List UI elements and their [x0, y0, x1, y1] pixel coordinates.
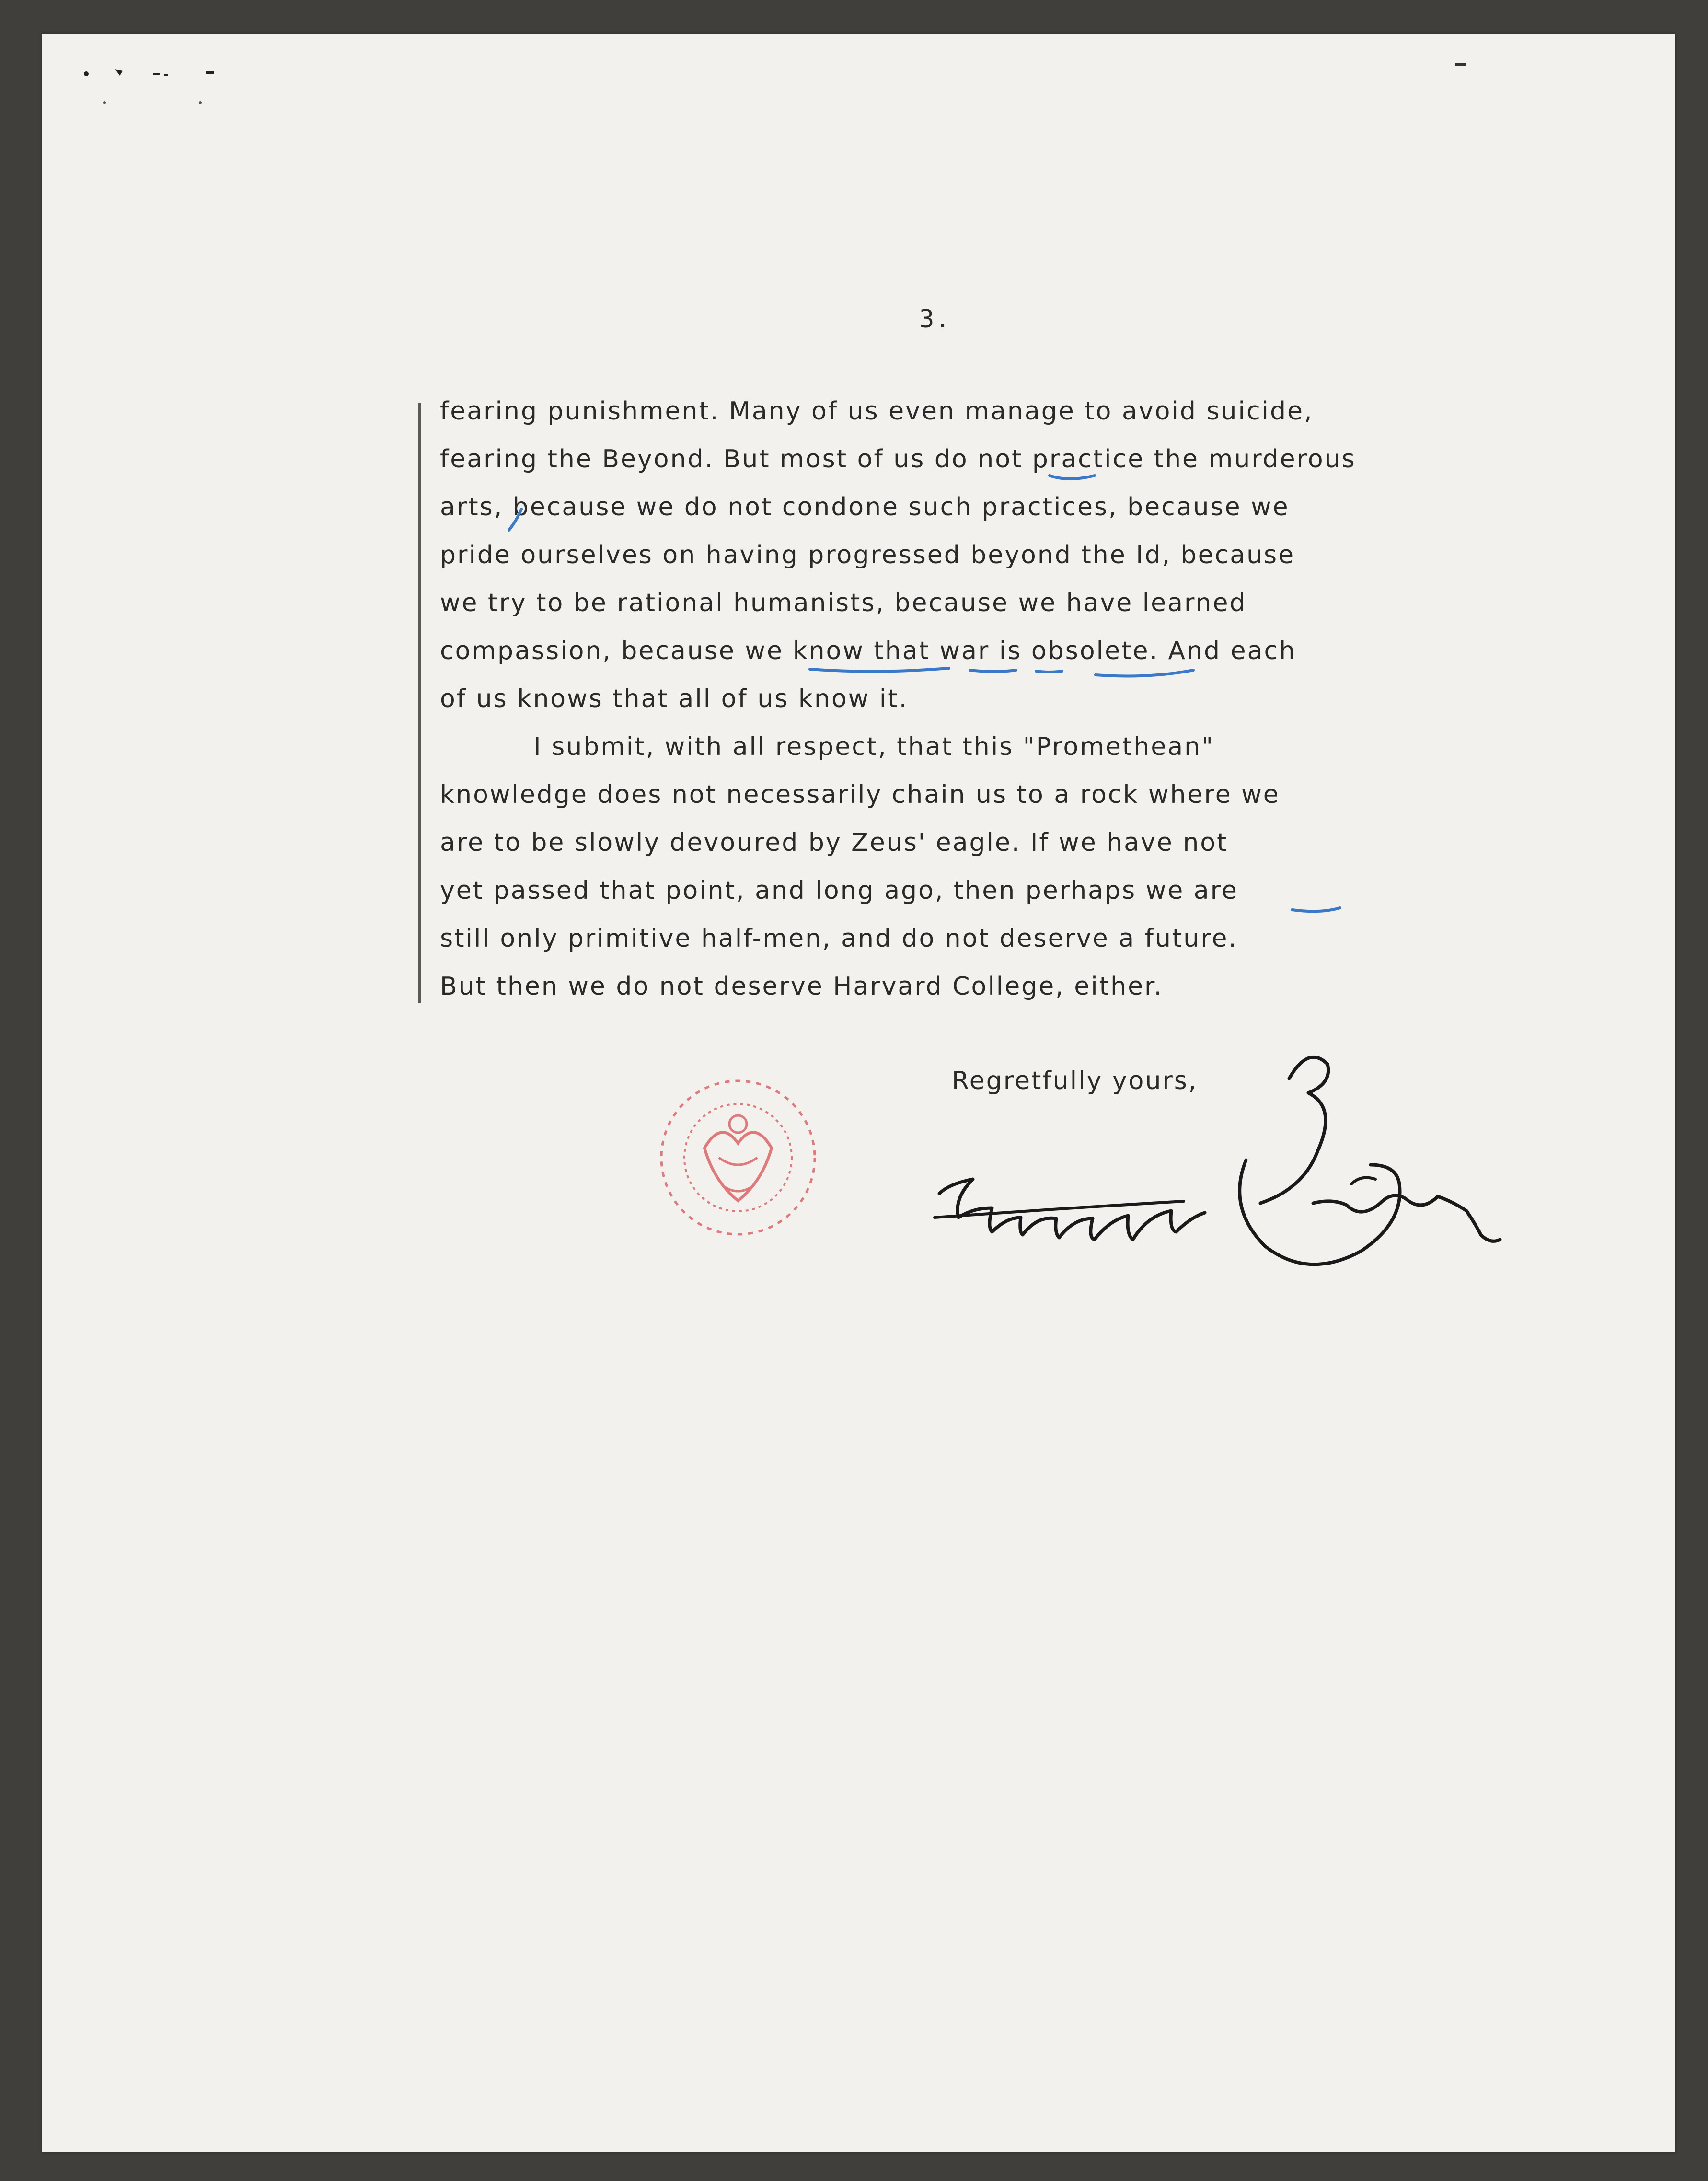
text-line: fearing the Beyond. But most of us do not practice the murderous — [440, 445, 1356, 474]
text-line: still only primitive half-men, and do not deserve a future. — [440, 924, 1238, 953]
text-line: fearing punishment. Many of us even manage to avoid suicide, — [440, 397, 1314, 426]
text-line: But then we do not deserve Harvard College, either. — [440, 972, 1164, 1001]
letter-body — [440, 387, 1356, 1010]
letter-page — [42, 34, 1675, 2152]
text-line: of us knows that all of us know it. — [440, 684, 909, 713]
text-line: I submit, with all respect, that this "Promethean" — [440, 732, 1214, 761]
margin-line — [418, 403, 421, 1003]
text-line: compassion, because we know that war is obsolete. And each — [440, 637, 1296, 665]
closing-line: Regretfully yours, — [952, 1067, 1198, 1095]
text-line: arts, because we do not condone such practices, because we — [440, 493, 1290, 522]
page-number: 3. — [919, 305, 951, 334]
text-line: are to be slowly devoured by Zeus' eagle. If we have not — [440, 828, 1228, 857]
corner-mark — [1455, 63, 1466, 66]
text-line: knowledge does not necessarily chain us to a rock where we — [440, 780, 1280, 809]
text-line: pride ourselves on having progressed beyond the Id, because — [440, 541, 1295, 569]
ink-specks — [81, 66, 235, 114]
text-line: yet passed that point, and long ago, then perhaps we are — [440, 876, 1238, 905]
text-line: we try to be rational humanists, because we have learned — [440, 589, 1247, 617]
